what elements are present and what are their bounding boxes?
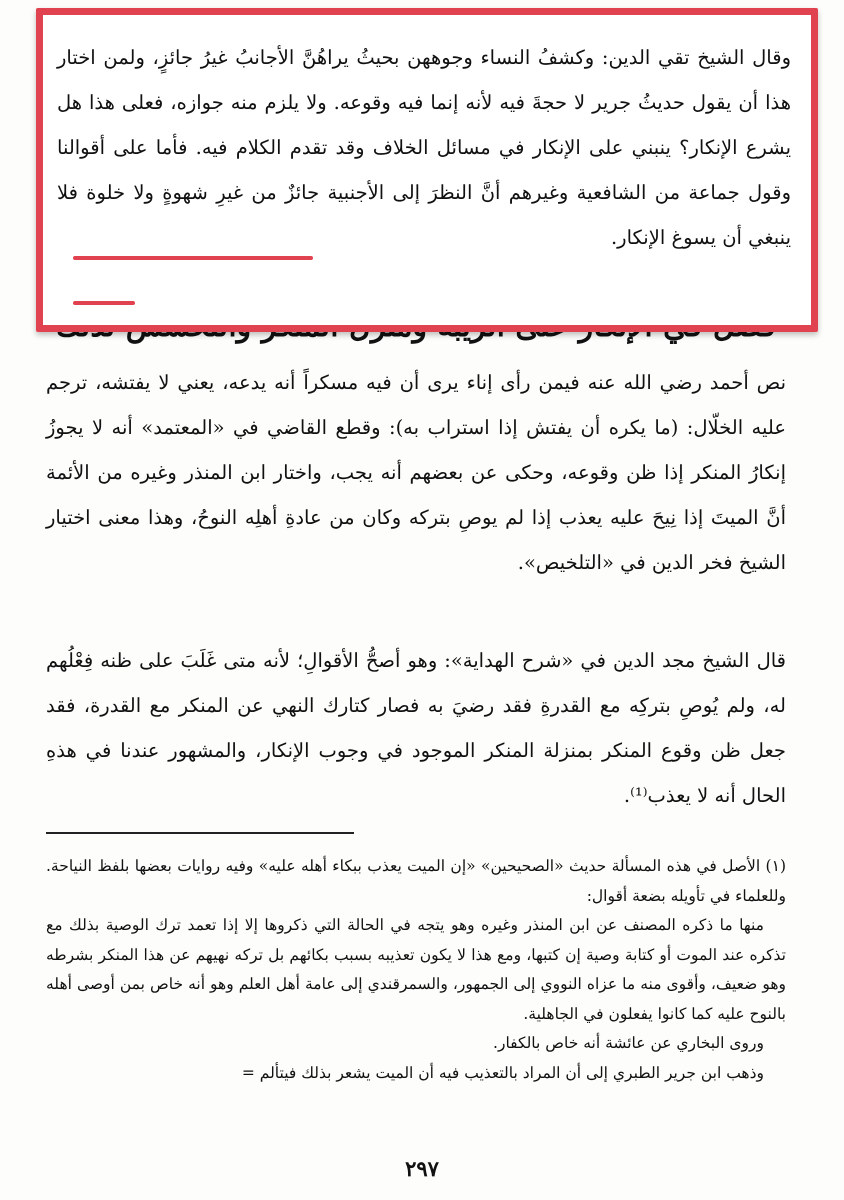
footnote-1-tabari: وذهب ابن جرير الطبري إلى أن المراد بالتعذيب فيه أن الميت يشعر بذلك فيتألم = xyxy=(241,1063,764,1082)
footnote-1-para: منها ما ذكره المصنف عن ابن المنذر وغيره وهو يتجه في الحالة التي ذكروها إلا إذا تعمد ترك الوصية بذلك مع تذكره عند الموت أو كتابة وصية إن كتبها، ومع هذا لا يكون تعذيبه بسبب بكائهم بل تركه نهيهم عن هذا المنكر بشرطه وهو ضعيف، وأقوى منه ما عزاه النووي إلى الجمهور، والسمرقندي إلى عامة أهل العلم وهو أنه خاص بمن أوصى أهله بالنوح عليه كما كانوا يفعلون في الجاهلية. xyxy=(46,916,786,1023)
paragraph-2: قال الشيخ مجد الدين في «شرح الهداية»: وهو أصحُّ الأقوالِ؛ لأنه متى غَلَبَ على ظنه فِعْلُهم له، ولم يُوصِ بتركِه مع القدرةِ فقد رضيَ به فصار كتارك النهي عن المنكر مع القدرة، فقد جعل ظن وقوع المنكر بمنزلة المنكر الموجود في وجوب الإنكار، والمشهور عندنا في هذهِ الحال أنه لا يعذب⁽¹⁾. xyxy=(46,649,786,807)
footnote-1-bukhari: وروى البخاري عن عائشة أنه خاص بالكفار. xyxy=(493,1034,764,1052)
red-underline xyxy=(73,256,313,260)
footnote-divider xyxy=(46,832,354,834)
footnotes xyxy=(46,852,786,1088)
footnote-1-intro: (١) الأصل في هذه المسألة حديث «الصحيحين» «إن الميت يعذب ببكاء أهله عليه» وفيه روايات بعضها بلفظ النياحة. وللعلماء في تأويله بضعة أقوال: xyxy=(46,857,786,905)
page-number: ٢٩٧ xyxy=(405,1156,439,1181)
highlighted-passage-text: وقال الشيخ تقي الدين: وكشفُ النساء وجوههن بحيثُ يراهُنَّ الأجانبُ غيرُ جائزٍ، ولمن اختار هذا أن يقول حديثُ جرير لا حجةَ فيه لأنه إنما فيه وقوعه. ولا يلزم منه جوازه، فعلى هذا هل يشرع الإنكار؟ ينبني على الإنكار في مسائل الخلاف وقد تقدم الكلام فيه. فأما على أقوالنا وقول جماعة من الشافعية وغيرهم أنَّ النظرَ إلى الأجنبية جائزٌ من غيرِ شهوةٍ ولا خلوة فلا ينبغي أن يسوغ الإنكار. xyxy=(57,46,791,249)
paragraph-1: نص أحمد رضي الله عنه فيمن رأى إناء يرى أن فيه مسكراً أنه يدعه، يعني لا يفتشه، ترجم عليه الخلّال: (ما يكره أن يفتش إذا استراب به): وقطع القاضي في «المعتمد» أنه لا يجوزُ إنكارُ المنكر إذا ظن وقوعه، وحكى عن بعضهم أنه يجب، واختار ابن المنذر وغيره من الأئمة أنَّ الميتَ إذا نِيحَ عليه يعذب إذا لم يوصِ بتركه وكان من عادةِ أهلِه النوحُ، وهذا معنى اختيار الشيخ فخر الدين في «التلخيص». xyxy=(46,371,786,574)
red-underline xyxy=(73,301,135,305)
highlighted-passage-box xyxy=(36,8,818,332)
